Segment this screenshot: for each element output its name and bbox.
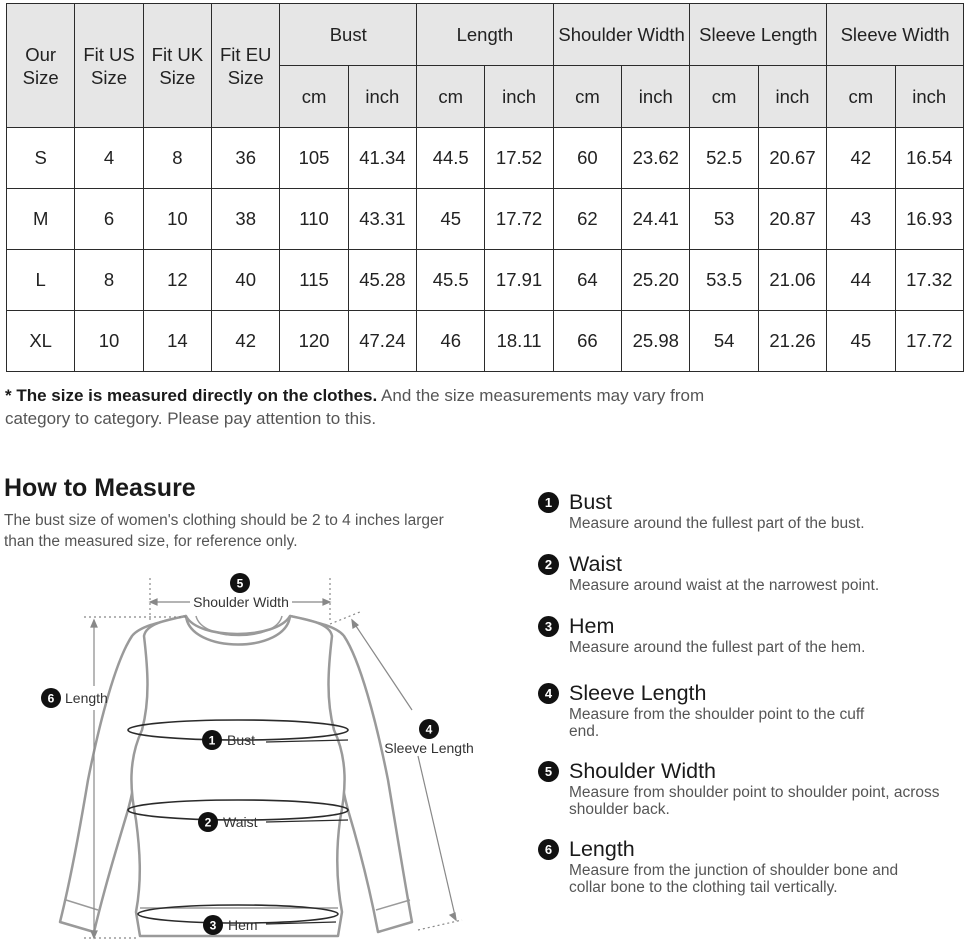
measurement-cell: 53 <box>690 189 758 250</box>
measurement-cell: 120 <box>280 311 348 372</box>
measurement-cell: 20.67 <box>758 128 826 189</box>
step-shoulder-width <box>538 759 958 818</box>
measurement-cell: 43 <box>827 189 895 250</box>
measurement-cell: 64 <box>553 250 621 311</box>
step-number-icon: 3 <box>538 616 559 637</box>
measurement-cell: 17.91 <box>485 250 553 311</box>
step-name: Length <box>569 837 635 861</box>
measurement-cell: 44 <box>827 250 895 311</box>
measurement-cell: 43.31 <box>348 189 416 250</box>
measurement-cell: 53.5 <box>690 250 758 311</box>
measurement-cell: 38 <box>212 189 280 250</box>
svg-text:6: 6 <box>47 691 55 706</box>
step-number-icon: 2 <box>538 554 559 575</box>
unit-cm: cm <box>827 66 895 128</box>
measurement-cell: 17.32 <box>895 250 964 311</box>
measurement-cell: 21.06 <box>758 250 826 311</box>
step-name: Waist <box>569 552 622 576</box>
measurement-cell: 45 <box>417 189 485 250</box>
measurement-cell: 44.5 <box>417 128 485 189</box>
size-note <box>5 384 765 430</box>
measurement-cell: 16.54 <box>895 128 964 189</box>
measurement-cell: 60 <box>553 128 621 189</box>
measurement-cell: 45.28 <box>348 250 416 311</box>
unit-inch: inch <box>485 66 553 128</box>
diagram-label-bust: Bust <box>227 732 256 748</box>
diagram-label-waist: Waist <box>223 814 258 830</box>
step-name: Sleeve Length <box>569 681 707 705</box>
header-shoulder-width: Shoulder Width <box>553 4 690 66</box>
table-body <box>7 128 964 372</box>
measurement-cell: 42 <box>212 311 280 372</box>
step-number-icon: 4 <box>538 683 559 704</box>
measurement-cell: 46 <box>417 311 485 372</box>
measurement-cell: 21.26 <box>758 311 826 372</box>
unit-inch: inch <box>895 66 964 128</box>
step-name: Hem <box>569 614 615 638</box>
diagram-label-sleeve-length: Sleeve Length <box>384 740 474 756</box>
sweater-outline-icon <box>60 616 412 936</box>
unit-inch: inch <box>622 66 690 128</box>
header-our-size: Our Size <box>7 4 75 128</box>
unit-cm: cm <box>417 66 485 128</box>
measurement-cell: 110 <box>280 189 348 250</box>
measurement-cell: 36 <box>212 128 280 189</box>
svg-text:3: 3 <box>209 918 217 933</box>
measurement-cell: 17.72 <box>895 311 964 372</box>
size-cell: M <box>7 189 75 250</box>
measurement-cell: 24.41 <box>622 189 690 250</box>
step-number-icon: 6 <box>538 839 559 860</box>
measurement-cell: 18.11 <box>485 311 553 372</box>
measurement-cell: 6 <box>75 189 143 250</box>
step-bust <box>538 490 958 532</box>
step-length <box>538 837 958 896</box>
step-number-icon: 5 <box>538 761 559 782</box>
measurement-cell: 105 <box>280 128 348 189</box>
step-waist <box>538 552 958 594</box>
measurement-cell: 16.93 <box>895 189 964 250</box>
diagram-label-length: Length <box>65 690 108 706</box>
header-sleeve-width: Sleeve Width <box>827 4 964 66</box>
unit-inch: inch <box>348 66 416 128</box>
svg-text:1: 1 <box>208 733 216 748</box>
measurement-cell: 115 <box>280 250 348 311</box>
step-description: Measure around the fullest part of the bust. <box>569 515 865 532</box>
measurement-cell: 10 <box>75 311 143 372</box>
size-chart-table <box>6 3 964 372</box>
step-description: Measure from shoulder point to shoulder point, across shoulder back. <box>569 784 940 818</box>
measurement-cell: 17.72 <box>485 189 553 250</box>
unit-cm: cm <box>280 66 348 128</box>
header-sleeve-length: Sleeve Length <box>690 4 827 66</box>
header-bust: Bust <box>280 4 417 66</box>
how-to-measure-title: How to Measure <box>4 474 196 502</box>
unit-cm: cm <box>690 66 758 128</box>
size-cell: XL <box>7 311 75 372</box>
step-number-icon: 1 <box>538 492 559 513</box>
step-description: Measure from the junction of shoulder bone and collar bone to the clothing tail vertically. <box>569 862 899 896</box>
measurement-cell: 66 <box>553 311 621 372</box>
diagram-label-hem: Hem <box>228 917 258 933</box>
how-to-measure-description: The bust size of women's clothing should be 2 to 4 inches larger than the measured size, for reference only. <box>4 512 444 550</box>
header-fit-uk: Fit UK Size <box>143 4 211 128</box>
diagram-label-shoulder-width: Shoulder Width <box>193 594 289 610</box>
step-sleeve-length <box>538 681 958 740</box>
measurement-cell: 45.5 <box>417 250 485 311</box>
measurement-cell: 8 <box>75 250 143 311</box>
table-row <box>7 311 964 372</box>
measurement-cell: 20.87 <box>758 189 826 250</box>
table-row <box>7 250 964 311</box>
measurement-cell: 41.34 <box>348 128 416 189</box>
unit-cm: cm <box>553 66 621 128</box>
sweater-measurement-diagram <box>0 560 520 948</box>
step-description: Measure around waist at the narrowest point. <box>569 577 880 594</box>
size-cell: S <box>7 128 75 189</box>
table-header-row <box>7 4 964 66</box>
measurement-cell: 12 <box>143 250 211 311</box>
svg-text:2: 2 <box>204 815 212 830</box>
header-length: Length <box>417 4 554 66</box>
measurement-cell: 4 <box>75 128 143 189</box>
size-note-bold: * The size is measured directly on the clothes. <box>5 386 378 405</box>
step-name: Bust <box>569 490 613 514</box>
measurement-cell: 62 <box>553 189 621 250</box>
measurement-cell: 47.24 <box>348 311 416 372</box>
measurement-cell: 10 <box>143 189 211 250</box>
measurement-cell: 45 <box>827 311 895 372</box>
step-hem <box>538 614 958 656</box>
step-description: Measure around the fullest part of the hem. <box>569 639 866 656</box>
measurement-cell: 8 <box>143 128 211 189</box>
unit-inch: inch <box>758 66 826 128</box>
measurement-cell: 25.20 <box>622 250 690 311</box>
svg-text:5: 5 <box>236 576 244 591</box>
svg-text:4: 4 <box>425 722 433 737</box>
measurement-cell: 40 <box>212 250 280 311</box>
step-description: Measure from the shoulder point to the cuff end. <box>569 706 865 740</box>
table-row <box>7 189 964 250</box>
table-row <box>7 128 964 189</box>
size-cell: L <box>7 250 75 311</box>
measurement-cell: 17.52 <box>485 128 553 189</box>
measurement-cell: 14 <box>143 311 211 372</box>
measurement-cell: 54 <box>690 311 758 372</box>
measurement-cell: 23.62 <box>622 128 690 189</box>
header-fit-us: Fit US Size <box>75 4 143 128</box>
size-note-rest: And the size measurements may vary from category to category. Please pay attention to this. <box>5 386 705 428</box>
measurement-cell: 25.98 <box>622 311 690 372</box>
step-name: Shoulder Width <box>569 759 716 783</box>
header-fit-eu: Fit EU Size <box>212 4 280 128</box>
measurement-cell: 42 <box>827 128 895 189</box>
measurement-cell: 52.5 <box>690 128 758 189</box>
